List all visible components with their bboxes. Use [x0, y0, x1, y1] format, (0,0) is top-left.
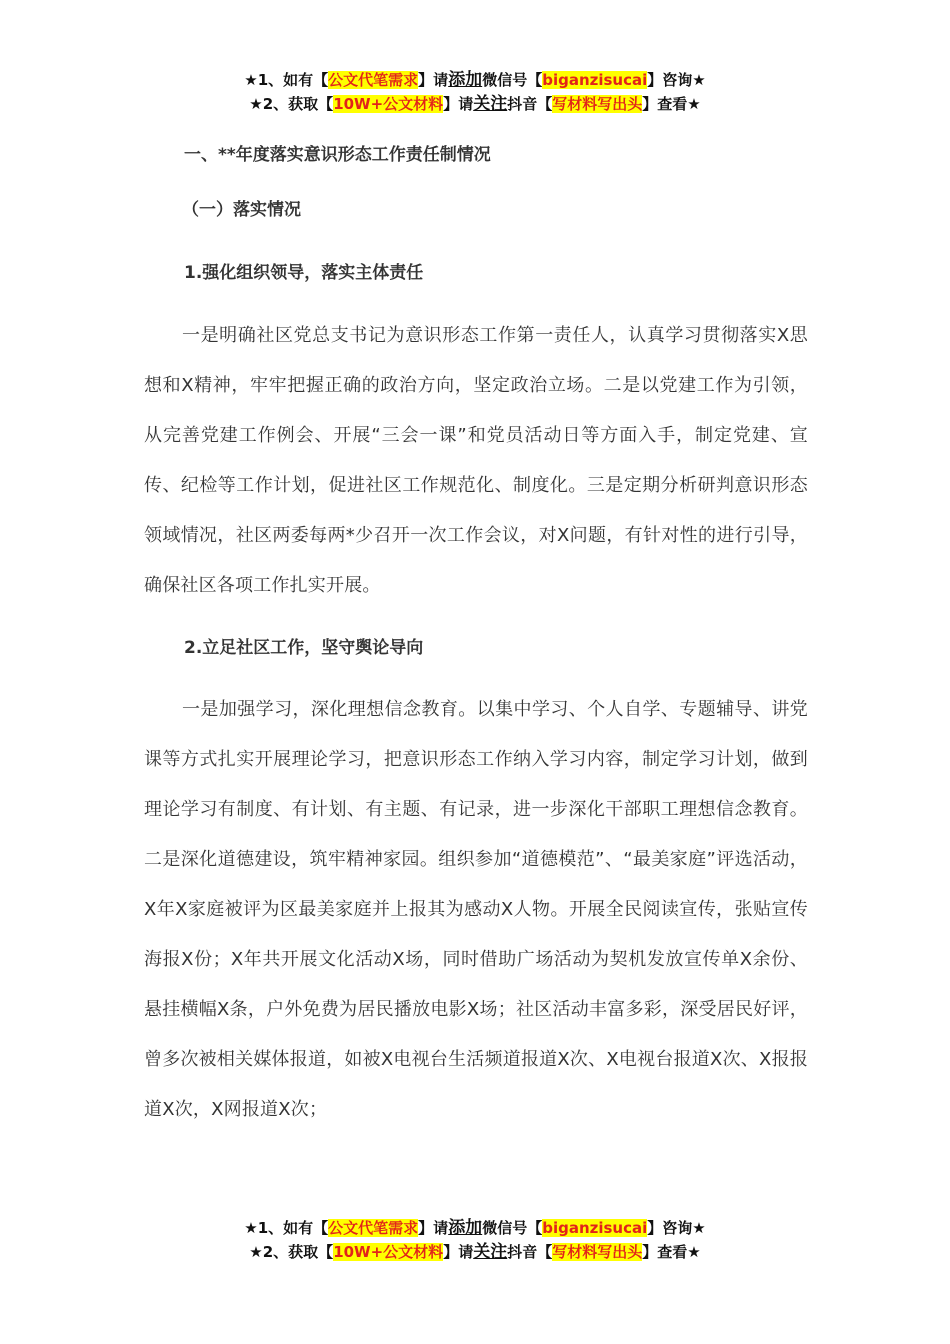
document-body: [144, 140, 808, 1135]
section-heading: 一、**年度落实意识形态工作责任制情况: [184, 145, 491, 165]
banner-text: 抖音【: [507, 1243, 553, 1261]
banner-line-1: [0, 1216, 950, 1240]
banner-text: 微信号【: [482, 71, 543, 89]
banner-text: 】咨询★: [647, 71, 706, 89]
banner-text: 微信号【: [482, 1219, 543, 1237]
banner-text: 】咨询★: [647, 1219, 706, 1237]
banner-highlight: 10W+公文材料: [333, 95, 444, 113]
banner-highlight: 写材料写出头: [552, 1243, 643, 1261]
banner-text: 】查看★: [642, 95, 701, 113]
banner-highlight: 写材料写出头: [552, 95, 643, 113]
banner-highlight: biganzisucai: [542, 1219, 648, 1237]
banner-highlight: 公文代笔需求: [328, 1219, 419, 1237]
bottom-banner: [0, 1216, 950, 1264]
banner-highlight: 10W+公文材料: [333, 1243, 444, 1261]
banner-text: 】请: [443, 95, 474, 113]
item-heading-1: 1.强化组织领导，落实主体责任: [184, 263, 424, 283]
top-banner: [0, 68, 950, 116]
banner-emphasis: 关注: [473, 94, 508, 114]
banner-text: ★1、如有【: [244, 71, 329, 89]
banner-emphasis: 添加: [448, 70, 483, 90]
item-paragraph-2: 一是加强学习，深化理想信念教育。以集中学习、个人自学、专题辅导、讲党课等方式扎实开展理论学习，把意识形态工作纳入学习内容，制定学习计划，做到理论学习有制度、有计划、有主题、有记录，进一步深化干部职工理想信念教育。二是深化道德建设，筑牢精神家园。组织参加“道德模范”、“最美家庭”评选活动，X年X家庭被评为区最美家庭并上报其为感动X人物。开展全民阅读宣传，张贴宣传海报X份；X年共开展文化活动X场，同时借助广场活动为契机发放宣传单X余份、悬挂横幅X条，户外免费为居民播放电影X场；社区活动丰富多彩，深受居民好评，曾多次被相关媒体报道，如被X电视台生活频道报道X次、X电视台报道X次、X报报道X次，X网报道X次；: [144, 699, 808, 1120]
banner-text: 抖音【: [507, 95, 553, 113]
banner-text: ★2、获取【: [249, 95, 334, 113]
banner-highlight: 公文代笔需求: [328, 71, 419, 89]
banner-highlight: biganzisucai: [542, 71, 648, 89]
banner-line-1: [0, 68, 950, 92]
banner-emphasis: 关注: [473, 1242, 508, 1262]
subsection-heading: （一）落实情况: [182, 200, 301, 220]
item-paragraph-1: 一是明确社区党总支书记为意识形态工作第一责任人，认真学习贯彻落实X思想和X精神，牢牢把握正确的政治方向，坚定政治立场。二是以党建工作为引领，从完善党建工作例会、开展“三会一课”和党员活动日等方面入手，制定党建、宣传、纪检等工作计划，促进社区工作规范化、制度化。三是定期分析研判意识形态领域情况，社区两委每两*少召开一次工作会议，对X问题，有针对性的进行引导，确保社区各项工作扎实开展。: [144, 325, 808, 596]
banner-text: 】请: [443, 1243, 474, 1261]
banner-text: 】请: [418, 1219, 449, 1237]
banner-text: 】请: [418, 71, 449, 89]
item-heading-2: 2.立足社区工作，坚守舆论导向: [184, 638, 424, 658]
banner-text: ★1、如有【: [244, 1219, 329, 1237]
banner-text: ★2、获取【: [249, 1243, 334, 1261]
banner-line-2: [0, 1240, 950, 1264]
banner-text: 】查看★: [642, 1243, 701, 1261]
banner-emphasis: 添加: [448, 1218, 483, 1238]
banner-line-2: [0, 92, 950, 116]
